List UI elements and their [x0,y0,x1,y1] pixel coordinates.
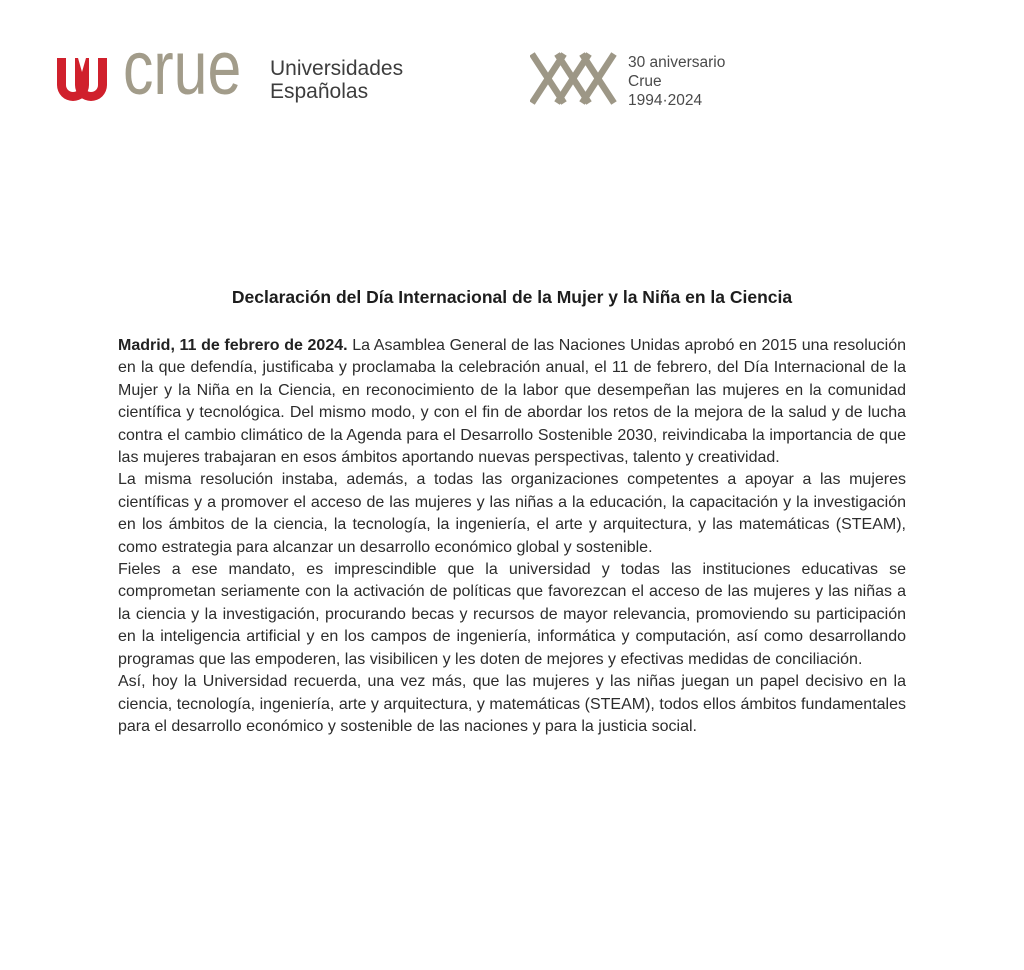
crue-tagline-line1: Universidades [270,57,404,80]
declaration-body [118,287,906,738]
anniversary-line3: 1994·2024 [628,92,703,109]
xxx-anniversary-icon [530,52,618,105]
document-title: Declaración del Día Internacional de la Mujer y la Niña en la Ciencia [231,287,793,307]
crue-double-u-icon [57,58,107,102]
paragraph-4 [118,671,906,738]
paragraph-1 [118,335,906,469]
paragraph-1-text: La Asamblea General de las Naciones Unidas aprobó en 2015 una resolución en la que defendía, justificaba y proclamaba la celebración anual, el 11 de febrero, del Día Internacional de la Mujer y la Niña en la Ciencia, en reconocimiento de la labor que desempeñan las mujeres en la comunidad científica y tecnológica. Del mismo modo, y con el fin de abordar los retos de la mejora de la salud y de lucha contra el cambio climático de la Agenda para el Desarrollo Sostenible 2030, reivindicaba la importancia de que las mujeres trabajaran en esos ámbitos aportando nuevas perspectivas, talento y creatividad. [118,337,906,467]
paragraph-1-dateline: Madrid, 11 de febrero de 2024. [118,337,348,354]
anniversary-text [628,53,725,110]
crue-tagline [270,57,403,103]
paragraph-3-text: Fieles a ese mandato, es imprescindible que la universidad y todas las instituciones educativas se comprometan seriamente con la activación de políticas que favorezcan el acceso de las mujeres y las niñas a la ciencia y la investigación, procurando becas y recursos de mayor relevancia, promoviendo su participación en la inteligencia artificial y en los campos de ingeniería, informática y computación, así como desarrollando programas que las empoderen, las visibilicen y les doten de mejores y efectivas medidas de conciliación. [118,561,906,668]
crue-wordmark: crue [123,26,242,111]
paragraph-3 [118,559,906,671]
anniversary-line1: 30 aniversario [628,54,726,71]
paragraph-2-text: La misma resolución instaba, además, a todas las organizaciones competentes a apoyar a las mujeres científicas y a promover el acceso de las mujeres y las niñas a la educación, la capacitación y la investigación en los ámbitos de la ciencia, la tecnología, la ingeniería, el arte y arquitectura, y las matemáticas (STEAM), como estrategia para alcanzar un desarrollo económico global y sostenible. [118,471,906,556]
paragraph-4-text: Así, hoy la Universidad recuerda, una vez más, que las mujeres y las niñas juegan un papel decisivo en la ciencia, tecnología, ingeniería, arte y arquitectura, y matemáticas (STEAM), todos ellos ámbitos fundamentales para el desarrollo económico y sostenible de las naciones y para la justicia social. [118,673,906,735]
anniversary-line2: Crue [628,73,662,90]
crue-tagline-line2: Españolas [270,80,369,103]
paragraph-2 [118,469,906,559]
